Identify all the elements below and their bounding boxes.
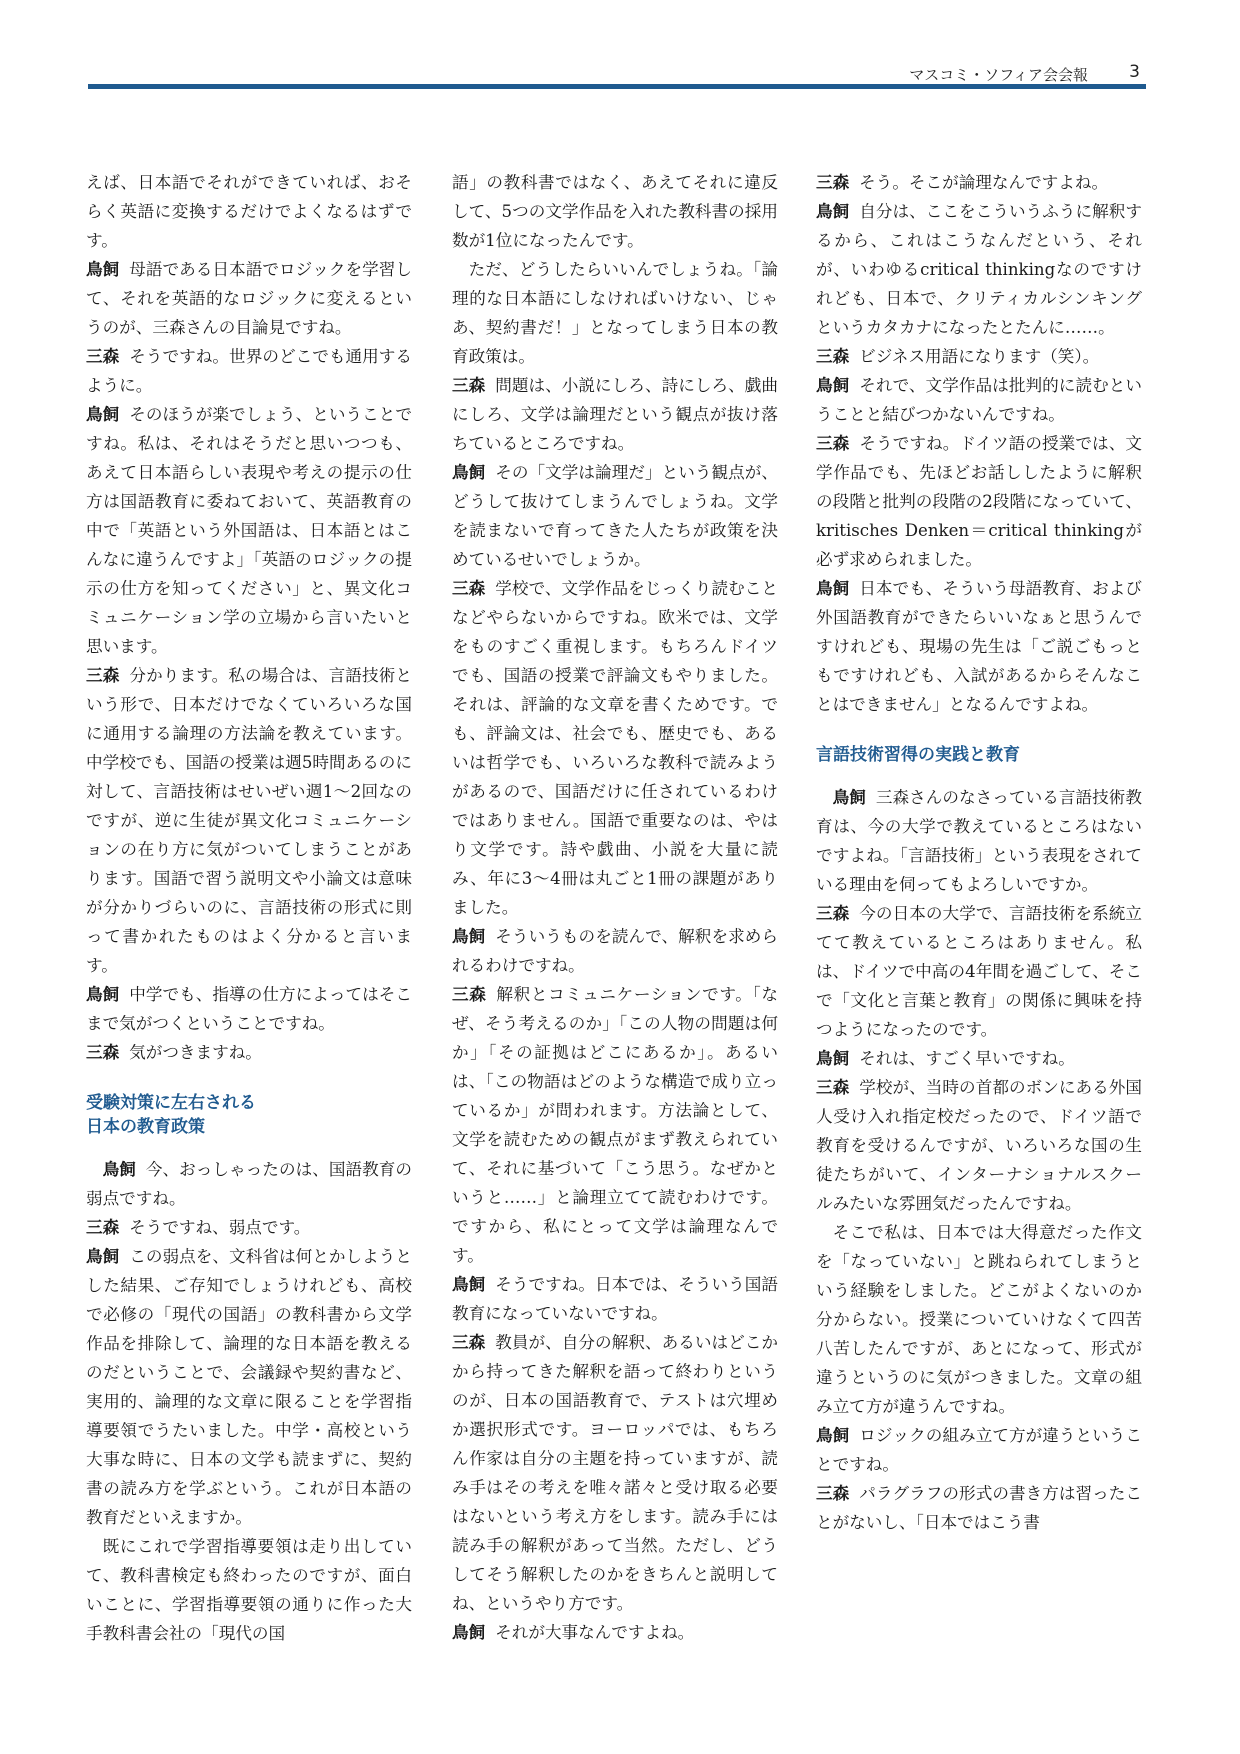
speaker-name: 三森 bbox=[452, 985, 487, 1004]
dialogue-paragraph bbox=[816, 371, 1142, 429]
dialogue-paragraph bbox=[816, 197, 1142, 342]
paragraph-text: 解釈とコミュニケーションです。「なぜ、そう考えるのか」「この人物の問題は何か」「その証拠はどこにあるか」。あるいは、「この物語はどのような構造で成り立っているか」が問われます。方法論として、文学を読むための観点がまず教えられていて、それに基づいて「こう思う。なぜかというと……」と論理立てて読むわけです。ですから、私にとって文学は論理なんです。 bbox=[452, 985, 778, 1265]
dialogue-paragraph bbox=[86, 1242, 412, 1532]
paragraph-text: それで、文学作品は批判的に読むということと結びつかないんですね。 bbox=[816, 376, 1142, 424]
dialogue-paragraph bbox=[816, 1073, 1142, 1218]
paragraph-text: 日本でも、そういう母語教育、および外国語教育ができたらいいなぁと思うんですけれども、現場の先生は「ご説ごもっともですけれども、入試があるからそんなことはできません」となるんですよね。 bbox=[816, 579, 1143, 714]
paragraph-text: 気がつきますね。 bbox=[129, 1043, 262, 1062]
speaker-name: 三森 bbox=[86, 1218, 120, 1237]
paragraph-text: 学校で、文学作品をじっくり読むことなどやらないからですね。欧米では、文学をものすごく重視します。もちろんドイツでも、国語の授業で評論文もやりました。それは、評論的な文章を書くためです。でも、評論文は、社会でも、歴史でも、あるいは哲学でも、いろいろな教科で読みようがあるので、国語だけに任されているわけではありません。国語で重要なのは、やはり文学です。詩や戯曲、小説を大量に読み、年に3～4冊は丸ごと1冊の課題がありました。 bbox=[452, 579, 778, 917]
paragraph-text: その「文学は論理だ」という観点が、どうして抜けてしまうんでしょうね。文学を読まないで育ってきた人たちが政策を決めているせいでしょうか。 bbox=[452, 463, 779, 569]
dialogue-paragraph bbox=[86, 1532, 412, 1648]
paragraph-text: 分かります。私の場合は、言語技術という形で、日本だけでなくていろいろな国に通用する論理の方法論を教えています。中学校でも、国語の授業は週5時間あるのに対して、言語技術はせいぜい週1～2回なのですが、逆に生徒が異文化コミュニケーションの在り方に気がついてしまうことがあります。国語で習う説明文や小論文は意味が分かりづらいのに、言語技術の形式に則って書かれたものはよく分かると言います。 bbox=[86, 666, 413, 975]
speaker-name: 三森 bbox=[452, 1333, 486, 1352]
paragraph-text: 自分は、ここをこういうふうに解釈するから、これはこうなんだという、それが、いわゆるcritical thinkingなのですけれども、日本で、クリティカルシンキングというカタカナになったとたんに……。 bbox=[816, 202, 1143, 337]
paragraph-text: この弱点を、文科省は何とかしようとした結果、ご存知でしょうけれども、高校で必修の「現代の国語」の教科書から文学作品を排除して、論理的な日本語を教えるのだということで、会議録や契約書など、実用的、論理的な文章に限ることを学習指導要領でうたいました。中学・高校という大事な時に、日本の文学も読まずに、契約書の読み方を学ぶという。これが日本語の教育だといえますか。 bbox=[86, 1247, 413, 1527]
text-column-3 bbox=[816, 168, 1142, 1537]
dialogue-paragraph bbox=[816, 342, 1142, 371]
dialogue-paragraph bbox=[816, 1044, 1142, 1073]
paragraph-text: パラグラフの形式の書き方は習ったことがないし、「日本ではこう書 bbox=[816, 1484, 1143, 1532]
dialogue-paragraph bbox=[816, 574, 1142, 719]
speaker-name: 鳥飼 bbox=[816, 1426, 850, 1445]
dialogue-paragraph bbox=[452, 168, 778, 255]
paragraph-text: そうですね、弱点です。 bbox=[129, 1218, 311, 1237]
dialogue-paragraph bbox=[452, 1270, 778, 1328]
speaker-name: 三森 bbox=[816, 347, 850, 366]
paragraph-text: そう。そこが論理なんですよね。 bbox=[859, 173, 1109, 192]
dialogue-paragraph bbox=[816, 1218, 1142, 1421]
speaker-name: 三森 bbox=[452, 376, 486, 395]
paragraph-text: そうですね。ドイツ語の授業では、文学作品でも、先ほどお話ししたように解釈の段階と批判の段階の2段階になっていて、kritisches Denken＝critical thinkingが必ず求められました。 bbox=[816, 434, 1143, 569]
dialogue-paragraph bbox=[86, 980, 412, 1038]
speaker-name: 三森 bbox=[452, 579, 486, 598]
dialogue-paragraph bbox=[86, 661, 412, 980]
speaker-name: 鳥飼 bbox=[86, 260, 120, 279]
dialogue-paragraph bbox=[452, 458, 778, 574]
paragraph-text: ロジックの組み立て方が違うということですね。 bbox=[816, 1426, 1143, 1474]
paragraph-text: 今、おっしゃったのは、国語教育の弱点ですね。 bbox=[86, 1160, 413, 1208]
dialogue-paragraph bbox=[452, 371, 778, 458]
paragraph-text: 三森さんのなさっている言語技術教育は、今の大学で教えているところはないですよね。「言語技術」という表現をされている理由を伺ってもよろしいですか。 bbox=[816, 788, 1143, 894]
dialogue-paragraph bbox=[452, 255, 778, 371]
paragraph-text: ただ、どうしたらいいんでしょうね。「論理的な日本語にしなければいけない、じゃあ、契約書だ！」となってしまう日本の教育政策は。 bbox=[452, 260, 778, 366]
section-heading: 受験対策に左右される 日本の教育政策 bbox=[86, 1093, 256, 1137]
speaker-name: 鳥飼 bbox=[452, 1623, 486, 1642]
speaker-name: 鳥飼 bbox=[102, 1160, 136, 1179]
speaker-name: 鳥飼 bbox=[452, 1275, 486, 1294]
dialogue-paragraph bbox=[816, 429, 1142, 574]
paragraph-text: 既にこれで学習指導要領は走り出していて、教科書検定も終わったのですが、面白いことに、学習指導要領の通りに作った大手教科書会社の「現代の国 bbox=[86, 1537, 412, 1643]
speaker-name: 三森 bbox=[86, 1043, 120, 1062]
page-number: 3 bbox=[1129, 62, 1140, 82]
newsletter-title: マスコミ・ソフィア会会報 bbox=[909, 66, 1088, 84]
speaker-name: 三森 bbox=[86, 666, 120, 685]
text-column-1 bbox=[86, 168, 412, 1648]
dialogue-paragraph bbox=[816, 783, 1142, 899]
paragraph-text: それは、すごく早いですね。 bbox=[859, 1049, 1075, 1068]
dialogue-paragraph bbox=[452, 980, 778, 1270]
paragraph-text: ビジネス用語になります（笑）。 bbox=[859, 347, 1100, 366]
speaker-name: 鳥飼 bbox=[816, 1049, 850, 1068]
paragraph-text: 語」の教科書ではなく、あえてそれに違反して、5つの文学作品を入れた教科書の採用数が1位になったんです。 bbox=[452, 173, 778, 250]
speaker-name: 鳥飼 bbox=[86, 985, 120, 1004]
dialogue-paragraph bbox=[452, 922, 778, 980]
paragraph-text: 今の日本の大学で、言語技術を系統立てて教えているところはありません。私は、ドイツで中高の4年間を過ごして、そこで「文化と言葉と教育」の関係に興味を持つようになったのです。 bbox=[816, 904, 1142, 1039]
dialogue-paragraph bbox=[86, 400, 412, 661]
paragraph-text: 中学でも、指導の仕方によってはそこまで気がつくということですね。 bbox=[86, 985, 413, 1033]
dialogue-paragraph bbox=[86, 342, 412, 400]
text-column-2 bbox=[452, 168, 778, 1647]
dialogue-paragraph bbox=[816, 1479, 1142, 1537]
dialogue-paragraph bbox=[86, 1155, 412, 1213]
speaker-name: 鳥飼 bbox=[452, 927, 486, 946]
speaker-name: 三森 bbox=[816, 1484, 850, 1503]
paragraph-text: そのほうが楽でしょう、ということですね。私は、それはそうだと思いつつも、あえて日本語らしい表現や考えの提示の仕方は国語教育に委ねておいて、英語教育の中で「英語という外国語は、日本語とはこんなに違うんですよ」「英語のロジックの提示の仕方を知ってください」と、異文化コミュニケーション学の立場から言いたいと思います。 bbox=[86, 405, 413, 656]
paragraph-text: そういうものを読んで、解釈を求められるわけですね。 bbox=[452, 927, 778, 975]
paragraph-text: 母語である日本語でロジックを学習して、それを英語的なロジックに変えるというのが、三森さんの目論見ですね。 bbox=[86, 260, 413, 337]
speaker-name: 三森 bbox=[816, 434, 850, 453]
dialogue-paragraph bbox=[86, 255, 412, 342]
dialogue-paragraph bbox=[86, 1213, 412, 1242]
speaker-name: 鳥飼 bbox=[816, 376, 850, 395]
header-rule bbox=[88, 84, 1146, 89]
dialogue-paragraph bbox=[452, 1618, 778, 1647]
paragraph-text: 学校が、当時の首都のボンにある外国人受け入れ指定校だったので、ドイツ語で教育を受けるんですが、いろいろな国の生徒たちがいて、インターナショナルスクールみたいな雰囲気だったんですね。 bbox=[816, 1078, 1143, 1213]
speaker-name: 鳥飼 bbox=[452, 463, 486, 482]
dialogue-paragraph bbox=[816, 168, 1142, 197]
dialogue-paragraph bbox=[816, 1421, 1142, 1479]
dialogue-paragraph bbox=[816, 899, 1142, 1044]
speaker-name: 鳥飼 bbox=[832, 788, 866, 807]
speaker-name: 三森 bbox=[816, 1078, 850, 1097]
paragraph-text: それが大事なんですよね。 bbox=[495, 1623, 695, 1642]
speaker-name: 三森 bbox=[816, 904, 850, 923]
paragraph-text: 問題は、小説にしろ、詩にしろ、戯曲にしろ、文学は論理だという観点が抜け落ちているところですね。 bbox=[452, 376, 779, 453]
paragraph-text: そこで私は、日本では大得意だった作文を「なっていない」と跳ねられてしまうという経験をしました。どこがよくないのか分からない。授業についていけなくて四苦八苦したんですが、あとになって、形式が違うというのに気がつきました。文章の組み立て方が違うんですね。 bbox=[816, 1223, 1142, 1416]
paragraph-text: えば、日本語でそれができていれば、おそらく英語に変換するだけでよくなるはずです。 bbox=[86, 173, 412, 250]
dialogue-paragraph bbox=[452, 574, 778, 922]
dialogue-paragraph bbox=[86, 1038, 412, 1067]
speaker-name: 鳥飼 bbox=[816, 202, 850, 221]
speaker-name: 鳥飼 bbox=[86, 1247, 120, 1266]
speaker-name: 三森 bbox=[86, 347, 120, 366]
speaker-name: 三森 bbox=[816, 173, 850, 192]
dialogue-paragraph bbox=[452, 1328, 778, 1618]
paragraph-text: そうですね。世界のどこでも通用するように。 bbox=[86, 347, 413, 395]
section-heading: 言語技術習得の実践と教育 bbox=[816, 745, 1020, 765]
dialogue-paragraph bbox=[86, 168, 412, 255]
speaker-name: 鳥飼 bbox=[86, 405, 120, 424]
paragraph-text: そうですね。日本では、そういう国語教育になっていないですね。 bbox=[452, 1275, 779, 1323]
paragraph-text: 教員が、自分の解釈、あるいはどこかから持ってきた解釈を語って終わりというのが、日本の国語教育で、テストは穴埋めか選択形式です。ヨーロッパでは、もちろん作家は自分の主題を持っていますが、読み手はその考えを唯々諾々と受け取る必要はないという考え方をします。読み手には読み手の解釈があって当然。ただし、どうしてそう解釈したのかをきちんと説明してね、というやり方です。 bbox=[452, 1333, 779, 1613]
speaker-name: 鳥飼 bbox=[816, 579, 850, 598]
